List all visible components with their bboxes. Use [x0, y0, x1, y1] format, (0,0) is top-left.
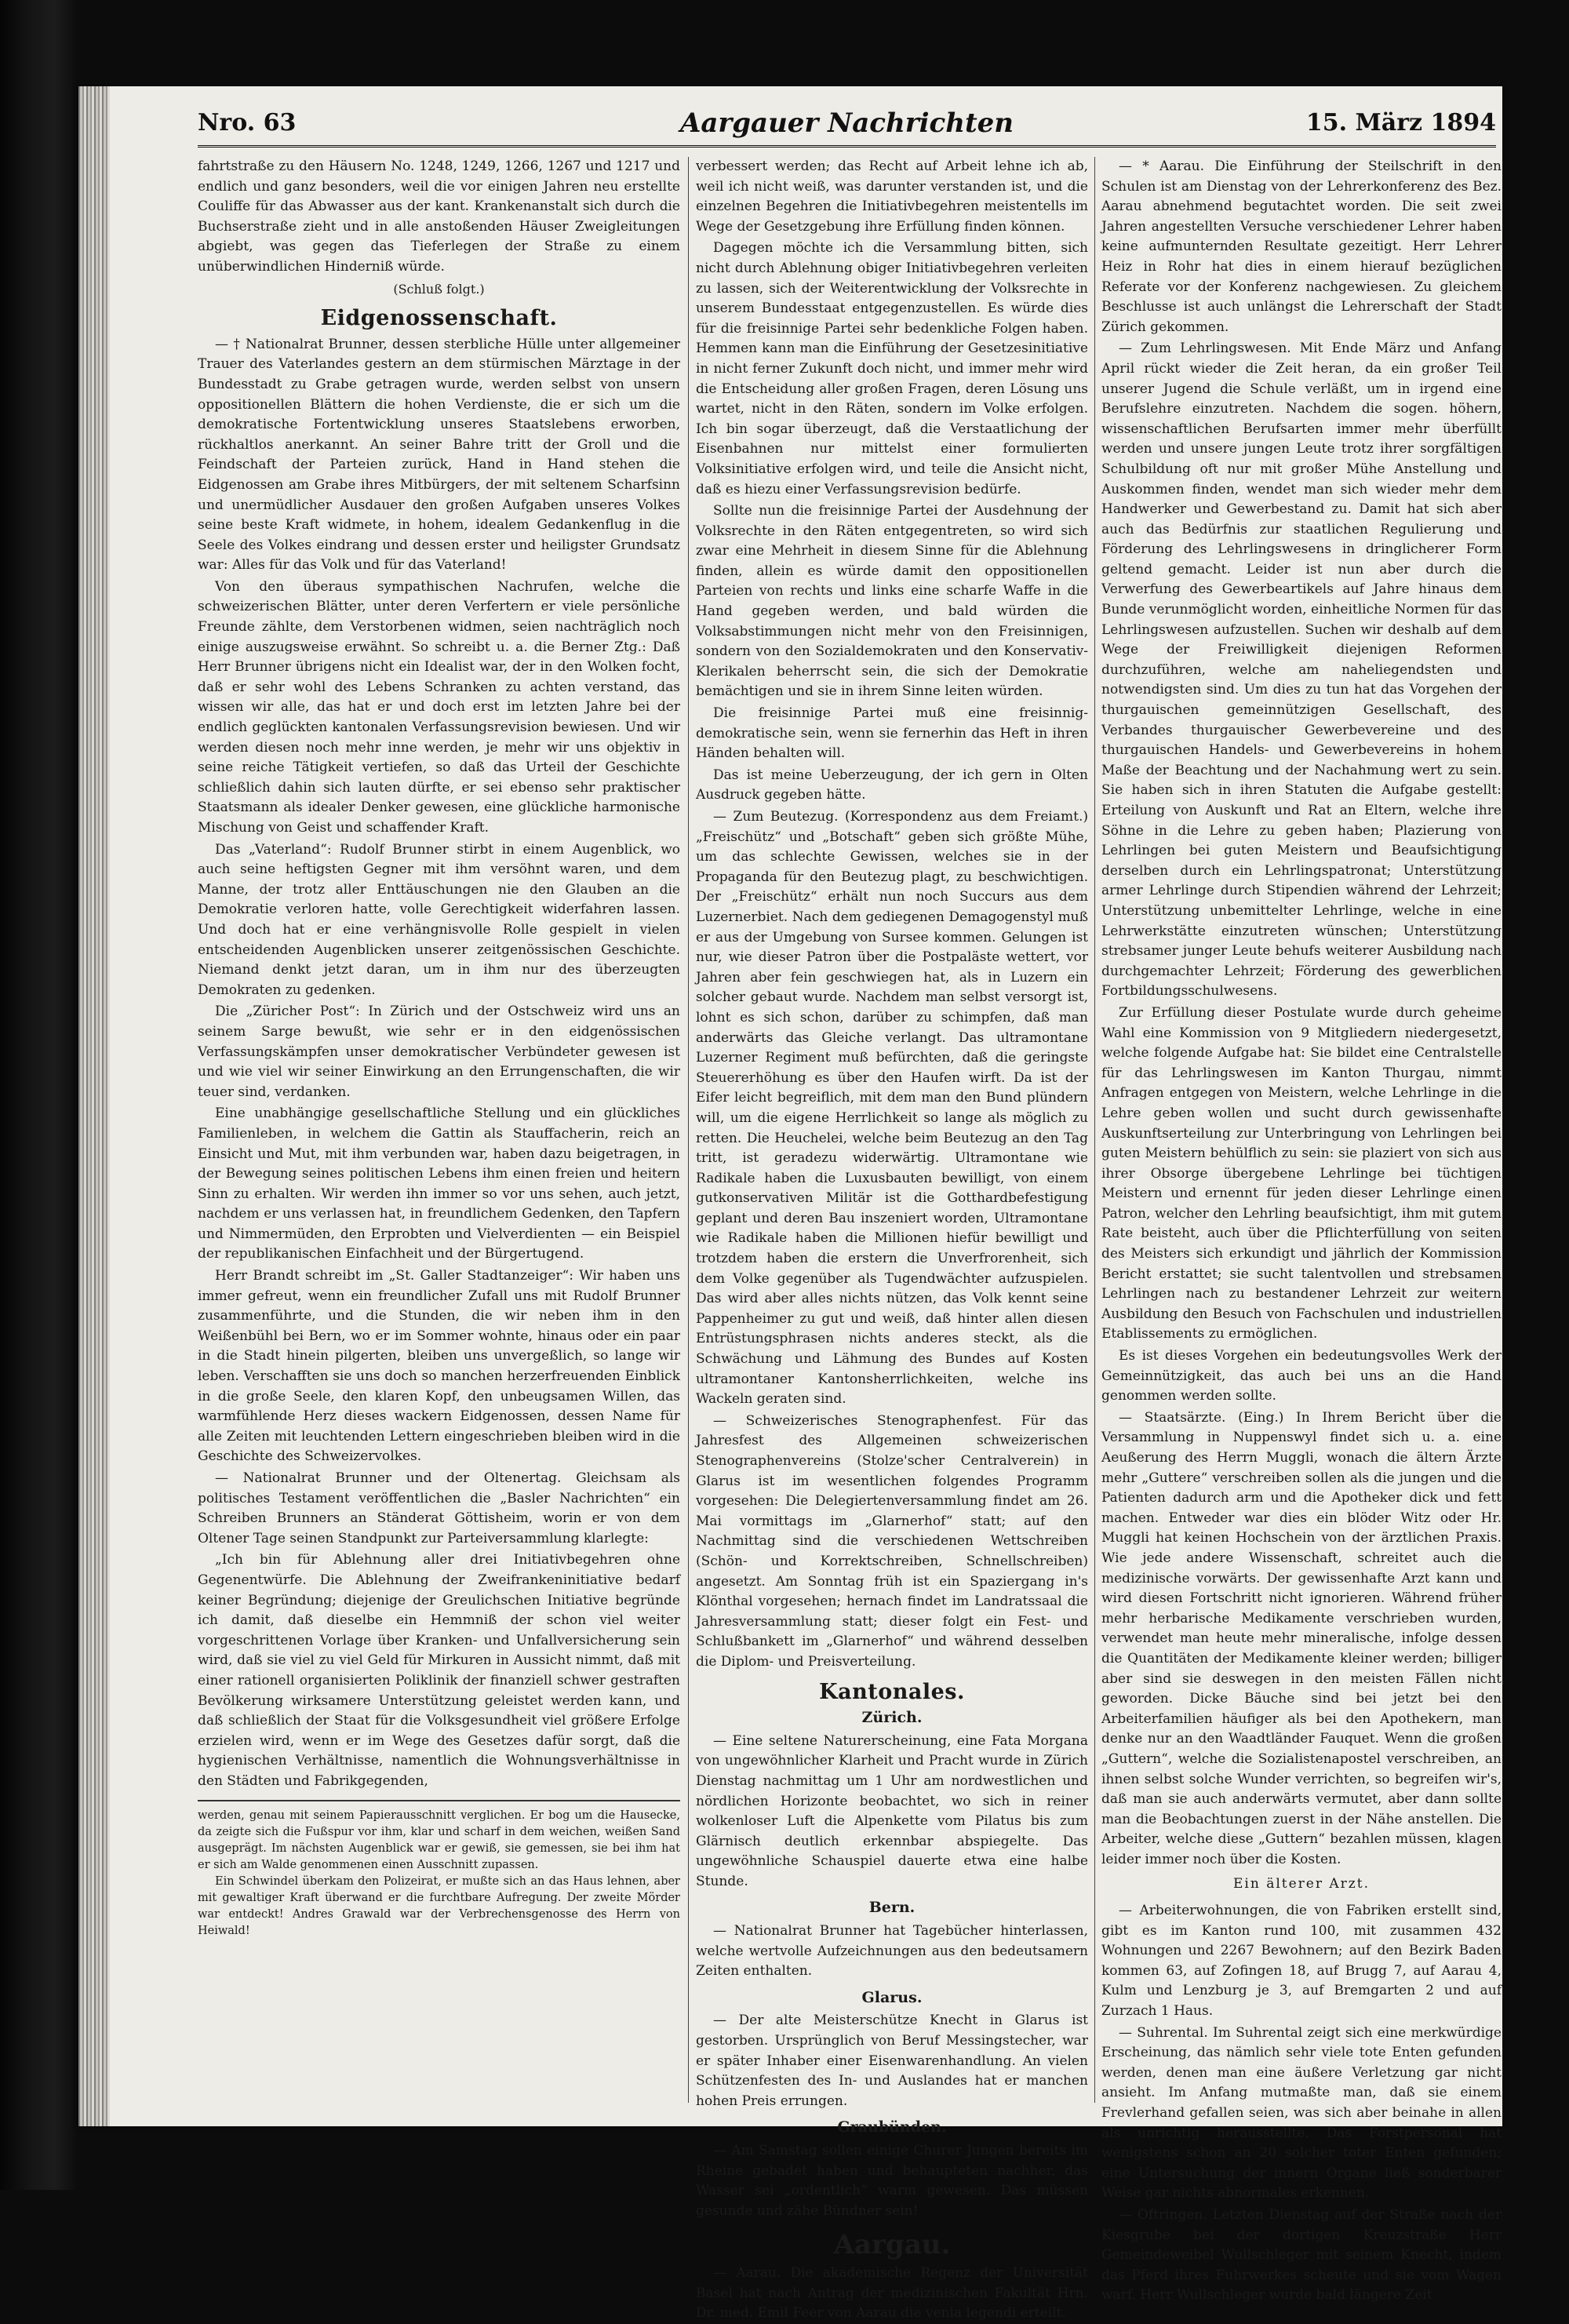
article-text: „Ich bin für Ablehnung aller drei Initiativbegehren ohne Gegenentwürfe. Die Ablehnung der Zweifrankeninitiative bedarf keiner Begründung; diejenige der Greulichschen Initiative begründe ich damit, daß dieselbe ein Hemmniß der schon viel weiter vorgeschrittenen Vorlage über Kranken- und Unfallversicherung sein wird, daß sie viel zu viel Geld für Mirkuren in Aussicht nimmt, daß mit einer rationell organisierten Poliklinik der finanziell schwer gestraften Bevölkerung wirksamere Unterstützung geleistet werden kann, und daß schließlich der Staat für die Volksgesundheit viel größere Erfolge erzielen wird, wenn er im Wege des Gesetzes dafür sorgt, daß die hygienischen Verhältnisse, namentlich die Wohnungsverhältnisse in den Städten und Fabrikgegenden, — [198, 1552, 680, 1789]
section-heading: Eidgenossenschaft. — [320, 306, 558, 331]
article-text: — Nationalrat Brunner hat Tagebücher hinterlassen, welche wertvolle Aufzeichnungen aus den bedeutsamern Zeiten enthalten. — [696, 1923, 1088, 1980]
continuation-note: (Schluß folgt.) — [393, 281, 485, 297]
newspaper-title: Aargauer Nachrichten — [679, 107, 1014, 139]
article-text: — Suhrental. Im Suhrental zeigt sich eine merkwürdige Erscheinung, das nämlich sehr viele tote Enten gefunden werden, denen man eine äußere Verletzung gar nicht ansieht. Im Anfang mutmaßte man, daß sie einem Frevlerhand gefallen seien, was sich aber beinahe in allen als unrichtig herausstellte. Das Forstpersonal hat wenigstens schon an 20 solcher toter Enten gefunden; eine Untersuchung der innern Organe ließ sonderbarer Weise gar nichts abnormales erkennen. — [1101, 2024, 1502, 2202]
article-text: — Der alte Meisterschütze Knecht in Glarus ist gestorben. Ursprünglich von Beruf Messingstecher, war er später Inhaber einer Eisenwarenhandlung. An vielen Schützenfesten des In- und Auslandes hat er manchen hohen Preis errungen. — [696, 2013, 1088, 2109]
issue-number: Nro. 63 — [198, 109, 297, 137]
column-3 — [1101, 157, 1502, 2304]
signature: Ein älterer Arzt. — [1233, 1876, 1370, 1892]
article-text: verbessert werden; das Recht auf Arbeit lehne ich ab, weil ich nicht weiß, was darunter verstanden ist, und die einzelnen Begehren die Initiativbegehren meistentells im Wege der Gesetzgebung ihre Erfüllung finden können. — [696, 158, 1088, 235]
article-text: Zur Erfüllung dieser Postulate wurde durch geheime Wahl eine Kommission von 9 Mitgliedern niedergesetzt, welche folgende Aufgabe hat: Sie bildet eine Centralstelle für das Lehrlingswesen im Kanton Thurgau, nimmt Anfragen entgegen von Meistern, welche Lehrlinge in die Lehre geben wollen und sucht durch gewissenhafte Auskunftserteilung zur Unterbringung von Lehrlingen bei guten Meistern behülflich zu sein: sie plaziert von sich aus ihrer Obsorge übergebene Lehrlinge bei tüchtigen Meistern und ernennt für jeden dieser Lehrlinge einen Patron, welcher den Lehrling beaufsichtigt, ihm mit gutem Rate beisteht, auch über die Pflichterfüllung von seiten des Meisters sich erkundigt und jährlich der Kommission Bericht erstattet; sie sucht talentvollen und strebsamen Lehrlingen nach zu bestandener Lehrzeit zur weitern Ausbildung den Besuch von Fachschulen und industriellen Etablissements zu ermöglichen. — [1101, 1004, 1502, 1342]
article-text: Es ist dieses Vorgehen ein bedeutungsvolles Werk der Gemeinnützigkeit, das auch bei uns an die Hand genommen werden sollte. — [1101, 1348, 1502, 1404]
article-text: — Zum Lehrlingswesen. Mit Ende März und Anfang April rückt wieder die Zeit heran, da ein großer Teil unserer Jugend die Schule verläßt, um in irgend eine Berufslehre einzutreten. Nachdem die sogen. höhern, wissenschaftlichen Berufsarten immer mehr überfüllt werden und unsere jungen Leute trotz ihrer sorgfältigen Schulbildung oft nur mit großer Mühe Anstellung und Auskommen finden, wendet man sich wieder mehr dem Handwerker und Gewerbestand zu. Damit hat sich aber auch das Bedürfnis zur staatlichen Regulierung und Förderung des Lehrlingswesens in dringlicherer Form geltend gemacht. Leider ist nun aber durch die Verwerfung des Gewerbeartikels auf Jahre hinaus dem Bunde verunmöglicht worden, einheitliche Normen für das Lehrlingswesen aufzustellen. Suchen wir deshalb auf dem Wege der Freiwilligkeit diejenigen Reformen durchzuführen, welche am naheliegendsten und notwendigsten sind. Um dies zu tun hat das Vorgehen der thurgauischen gemeinnützigen Gesellschaft, des Verbandes thurgauischer Gewerbevereine und des thurgauischen Handels- und Gewerbevereins in hohem Maße der Beachtung und der Nachahmung wert zu sein. Sie haben sich in ihren Statuten die Aufgabe gestellt: Erteilung von Auskunft und Rat an Eltern, welche ihre Söhne in die Lehre zu geben haben; Plazierung von Lehrlingen bei guten Meistern und Beaufsichtigung derselben durch ein Lehrlingspatronat; Unterstützung armer Lehrlinge durch Stipendien während der Lehrzeit; Unterstützung unbemittelter Lehrlinge, welche in eine Lehrwerkstätte einzutreten wünschen; Unterstützung strebsamer junger Leute behufs weiterer Ausbildung nach durchgemachter Lehrzeit; Förderung des gewerblichen Fortbildungsschulwesens. — [1101, 341, 1502, 1000]
article-text: fahrtstraße zu den Häusern No. 1248, 1249, 1266, 1267 und 1217 und endlich und ganz besonders, weil die vor einigen Jahren neu erstellte Couliffe für das Abwasser aus der kant. Krankenanstalt sich durch die Buchserstraße zieht und in alle anstoßenden Häuser Zweigleitungen abgiebt, was gegen das Tieferlegen der Straße zu einem unüberwindlichen Hinderniß würde. — [198, 158, 680, 275]
column-1 — [198, 157, 680, 2111]
feuilleton-text: werden, genau mit seinem Papierausschnitt verglichen. Er bog um die Hausecke, da zeigte sich die Fußspur vor ihm, klar und scharf in dem weichen, weißen Sand ausgeprägt. Im nächsten Augenblick war er gewiß, sie gemessen, sie bei ihm hat er sich am Walde genommenen einen Ausschnitt zupassen. — [198, 1809, 680, 1871]
page-stack-edge — [78, 86, 110, 2126]
book-binding — [0, 0, 78, 2190]
subsection-heading: Bern. — [868, 1899, 916, 1917]
section-heading: Kantonales. — [819, 1679, 965, 1704]
article-text: — Eine seltene Naturerscheinung, eine Fata Morgana von ungewöhnlicher Klarheit und Pracht wurde in Zürich Dienstag nachmittag um 1 Uhr am nordwestlichen und nördlichen Horizonte beobachtet, wo sich in reiner wolkenloser Luft die Alpenkette vom Pilatus bis zum Glärnisch deutlich erkennbar abspiegelte. Das ungewöhnliche Schauspiel dauerte etwa eine halbe Stunde. — [696, 1732, 1088, 1889]
article-text: — Nationalrat Brunner und der Oltenertag. Gleichsam als politisches Testament veröffentlichen die „Basler Nachrichten“ ein Schreiben Brunners an Ständerat Göttisheim, worin er von dem Oltener Tage seinen Standpunkt zur Parteiversammlung klarlegte: — [198, 1470, 680, 1546]
article-text: Eine unabhängige gesellschaftliche Stellung und ein glückliches Familienleben, in welchem die Gattin als Stauffacherin, reich an Einsicht und Mut, mit ihm verbunden war, haben dazu beigetragen, in der Bewegung seines politischen Lebens ihm einen freien und heitern Sinn zu erhalten. Wir werden ihn immer so vor uns sehen, auch jetzt, nachdem er uns verlassen hat, in freundlichem Gedenken, den Tapfern und Nimmermüden, den Erprobten und Vielverdienten — ein Beispiel der republikanischen Einfachheit und der Bürgertugend. — [198, 1106, 680, 1262]
feuilleton-text: Ein Schwindel überkam den Polizeirat, er mußte sich an das Haus lehnen, aber mit gewaltiger Kraft überwand er die furchtbare Aufregung. Der zweite Mörder war entdeckt! Andres Grawald war der Verbrechensgenosse des Herrn von Heiwald! — [198, 1874, 680, 1937]
article-text: — * Aarau. Die Einführung der Steilschrift in den Schulen ist am Dienstag von der Lehrerkonferenz des Bez. Aarau abnehmend begutachtet worden. Die seit zwei Jahren angestellten Versuche verschiedener Lehrer haben keine aufmunternden Resultate gezeitigt. Herr Lehrer Heiz in Rohr hat dies in einem hierauf bezüglichen Referate vor der Konferenz nachgewiesen. Zu gleichem Beschlusse ist auch unlängst die Lehrerschaft der Stadt Zürich gekommen. — [1101, 158, 1502, 335]
article-text: — Aarau. Die akademische Regenz der Universität Basel hat nach Antrag der medizinischen Fakultät Hrn. Dr. med. Emil Feer von Aarau die venia legendi erteilt. — [696, 2264, 1088, 2322]
column-rule — [688, 157, 689, 2103]
article-text: — Zum Beutezug. (Korrespondenz aus dem Freiamt.) „Freischütz“ und „Botschaft“ geben sich größte Mühe, um das schlechte Gewissen, welches sie in der Propaganda für den Beutezug plagt, zu beschwichtigen. Der „Freischütz“ erhält nun noch Succurs aus dem Luzernerbiet. Nach dem gediegenen Demagogenstyl muß er aus der Umgebung von Sursee kommen. Gelungen ist nur, wie dieser Patron über die Postpaläste wettert, vor Jahren aber fein geschwiegen hat, als in Luzern ein solcher gebaut wurde. Nachdem man selbst versorgt ist, lohnt es sich schon, darüber zu schimpfen, daß man anderwärts das Gleiche verlangt. Das ultramontane Luzerner Regiment muß befürchten, daß die geringste Steuererhöhung es über den Haufen wirft. Da ist der Eifer leicht begreiflich, mit dem man den Bund plündern will, um die eigene Herrlichkeit so lange als möglich zu retten. Die Heuchelei, welche beim Beutezug an den Tag tritt, ist geradezu widerwärtig. Ultramontane wie Radikale haben die Luxusbauten bewilligt, von einem gutkonservativen Militär ist die Gotthardbefestigung geplant und deren Bau inszeniert worden, Ultramontane wie Radikale haben die Millionen hiefür bewilligt und trotzdem haben die erstern die Unverfrorenheit, sich dem Volke gegenüber als Tugendwächter aufzuspielen. Das wird aber alles nichts nützen, das Volk kennt seine Pappenheimer zu gut und weiß, daß hinter allen diesen Entrüstungsphrasen nichts anderes steckt, als die Schwächung und Lähmung des Bundes auf Kosten ultramontaner Kantonsherrlichkeiten, welche ins Wackeln geraten sind. — [696, 809, 1088, 1408]
article-text: Sollte nun die freisinnige Partei der Ausdehnung der Volksrechte in den Räten entgegentreten, so wird sich zwar eine Mehrheit in diesem Sinne für die Ablehnung finden, allein es würde damit den oppositionellen Parteien von rechts und links eine scharfe Waffe in die Hand gegeben werden, und bald würden die Volksabstimmungen nicht mehr von den Freisinnigen, sondern von den Sozialdemokraten und den Konservativ-Klerikalen beherrscht sein, die sich der Demokratie bemächtigen und sie in ihrem Sinne leiten würden. — [696, 503, 1088, 700]
article-text: Herr Brandt schreibt im „St. Galler Stadtanzeiger“: Wir haben uns immer gefreut, wenn ein freundlicher Zufall uns mit Rudolf Brunner zusammenführte, und die Stunden, die wir neben ihm in den Weißenbühl bei Bern, wo er im Sommer wohnte, hinaus oder ein paar in die Stadt hinein pilgerten, bleiben uns unvergeßlich, so lange wir leben. Verschafften sie uns doch so manchen herzerfreuenden Einblick in die große Seele, den klaren Kopf, den unbeugsamen Willen, das warmfühlende Herz dieses wackern Eidgenossen, dessen Name für alle Zeiten mit leuchtenden Lettern eingeschrieben bleiben wird in die Geschichte des Schweizervolkes. — [198, 1268, 680, 1465]
article-text: — Staatsärzte. (Eing.) In Ihrem Bericht über die Versammlung in Nuppenswyl findet sich u. a. eine Aeußerung des Herrn Muggli, wonach die ältern Ärzte mehr „Guttere“ verschreiben sollen als die jungen und die Patienten dadurch arm und die Apotheker dick und fett machen. Entweder war dies ein blöder Witz oder Hr. Muggli hat keinen Hochschein von der ärztlichen Praxis. Wie jede andere Wissenschaft, schreitet auch die medizinische vorwärts. Der gewissenhafte Arzt kann und wird diesen Fortschritt nicht ignorieren. Während früher mehr herbarische Medikamente verschrieben wurden, verwendet man heute mehr mineralische, infolge dessen die Quantitäten der Medikamente kleiner werden; billiger aber sind sie deswegen in den meisten Fällen nicht geworden. Dicke Bäuche sind bei jetzt bei den Arbeiterfamilien häufiger als bei den Apothekern, man denke nur an den Waadtländer Fauquet. Wenn die großen „Guttern“, welche die Sozialistenapostel verschreiben, an ihnen selbst solche Wunder verrichten, so begreifen wir's, daß man sie auch anderwärts vermutet, aber dann sollte man die Beobachtungen zuerst in der Nähe anstellen. Die Arbeiter, welche diese „Guttern“ bezahlen müssen, klagen leider immer noch über die Kosten. — [1101, 1409, 1502, 1867]
article-text: Dagegen möchte ich die Versammlung bitten, sich nicht durch Ablehnung obiger Initiativbegehren verleiten zu lassen, sich der Weiterentwicklung der Volksrechte in unserem Bundesstaat entgegenzustellen. Es würde dies für die freisinnige Partei sehr bedenkliche Folgen haben. Hemmen kann man die Einführung der Gesetzesinitiative in nicht ferner Zukunft doch nicht, und immer mehr wird die Entscheidung aller großen Fragen, deren Lösung uns wartet, nicht in den Räten, sondern im Volke erfolgen. Ich bin sogar überzeugt, daß die Verstaatlichung der Eisenbahnen nur mittelst einer formulierten Volksinitiative erfolgen wird, und teile die Ansicht nicht, daß es hiezu einer Verfassungsrevision bedürfe. — [696, 240, 1088, 497]
article-text: Das ist meine Ueberzeugung, der ich gern in Olten Ausdruck gegeben hätte. — [696, 767, 1088, 803]
article-text: — Arbeiterwohnungen, die von Fabriken erstellt sind, gibt es im Kanton rund 100, mit zusammen 432 Wohnungen und 2267 Bewohnern; auf den Bezirk Baden kommen 63, auf Zofingen 18, auf Brugg 7, auf Aarau 4, Kulm und Lenzburg je 3, auf Bremgarten 2 und auf Zurzach 1 Haus. — [1101, 1903, 1502, 2020]
subsection-heading: Graubünden. — [837, 2118, 947, 2136]
section-heading: Aargau. — [833, 2229, 951, 2261]
article-text: — † Nationalrat Brunner, dessen sterbliche Hülle unter allgemeiner Trauer des Vaterlandes gestern an dem stürmischen Märztage in der Bundesstadt zu Grabe getragen wurde, werden selbst von unsern oppositionellen Blättern die hohen Verdienste, die er sich um die demokratische Fortentwicklung unseres Staatslebens erworben, rückhaltlos anerkannt. An seiner Bahre tritt der Groll und die Feindschaft der Parteien zurück, Hand in Hand stehen die Eidgenossen am Grabe ihres Mitbürgers, der mit seltenem Scharfsinn und unermüdlicher Ausdauer den großen Aufgaben unseres Volkes seine beste Kraft widmete, in hohem, idealem Gedankenflug in die Seele des Volkes eindrang und dessen erster und heiligster Grundsatz war: Alles für das Volk und für das Vaterland! — [198, 336, 680, 574]
article-text: Das „Vaterland“: Rudolf Brunner stirbt in einem Augenblick, wo auch seine heftigsten Gegner mit ihm versöhnt waren, und dem Manne, der trotz aller Enttäuschungen nie den Glauben an die Demokratie verloren hatte, volle Gerechtigkeit widerfahren lassen. Und doch hat er eine verhängnisvolle Rolle gespielt in vielen entscheidenden Augenblicken unserer zeitgenössischen Geschichte. Niemand denkt jetzt daran, um in ihm nur des überzeugten Demokraten zu gedenken. — [198, 841, 680, 998]
article-text: Die freisinnige Partei muß eine freisinnig-demokratische sein, wenn sie fernerhin das Heft in ihren Händen behalten will. — [696, 705, 1088, 762]
article-text: Von den überaus sympathischen Nachrufen, welche die schweizerischen Blätter, unter deren Verfertern er viele persönliche Freunde zählte, dem Verstorbenen widmen, seien nachträglich noch einige auszugsweise erwähnt. So schreibt u. a. die Berner Ztg.: Daß Herr Brunner übrigens nicht ein Idealist war, der in den Wolken focht, daß er sehr wohl des Lebens Schranken zu achten verstand, das wissen wir alle, das hat er und doch erst im letzten Jahre bei der endlich geglückten kantonalen Verfassungsrevision bewiesen. Und wir werden diesen noch mehr inne werden, je mehr wir uns objektiv in seine reiche Tätigkeit vertiefen, so daß das Urteil der Geschichte schließlich dahin sich lauten dürfte, er sei ebenso sehr praktischer Staatsmann als idealer Denker gewesen, eine glückliche harmonische Mischung von Geist und schaffender Kraft. — [198, 578, 680, 836]
subsection-heading: Glarus. — [861, 1988, 923, 2006]
page-header — [198, 106, 1496, 148]
article-text: — Schweizerisches Stenographenfest. Für das Jahresfest des Allgemeinen schweizerischen Stenographenvereins (Stolze'scher Centralverein) in Glarus ist im wesentlichen folgendes Programm vorgesehen: Die Delegiertenversammlung findet am 26. Mai vormittags im „Glarnerhof“ statt; auf den Nachmittag sind die verschiedenen Wettschreiben (Schön- und Korrektschreiben, Schnellschreiben) angesetzt. Am Sonntag früh ist ein Spaziergang in's Klönthal vorgesehen; hernach findet im Landratssaal die Jahresversammlung statt; dieser folgt ein Fest- und Schlußbankett im „Glarnerhof“ und während desselben die Diplom- und Preisverteilung. — [696, 1412, 1088, 1670]
article-text: — Am Samstag sollen einige Churer Jungen bereits im Rheine gebadet haben und behaupteten nachher, das Wasser sei „ordentlich“ warm gewesen. Das müssen gesunde und zähe Bündner sein! — [696, 2143, 1088, 2219]
feuilleton-rule — [198, 1800, 680, 1801]
article-text: Die „Züricher Post“: In Zürich und der Ostschweiz wird uns an seinem Sarge bewußt, wie sehr er in den eidgenössischen Verfassungskämpfen unser demokratischer Verbündeter gewesen ist und wie viel wir seiner Einwirkung an den Errungenschaften, die wir teuer sind, verdanken. — [198, 1004, 680, 1100]
column-rule — [1094, 157, 1095, 2103]
issue-date: 15. März 1894 — [1305, 109, 1496, 137]
column-2 — [696, 157, 1088, 2322]
subsection-heading: Zürich. — [861, 1709, 923, 1727]
article-text: — Oftringen. Letzten Dienstag auf der Straße nach der Kiesgrube bei der dortigen Kreuzstraße Herr Gemeindeweibel Wullschleger mit seinem Knecht, indem das Pferd ihres Fuhrwerkes scheute und sie vom Wagen warf. Herr Wullschleger wurde bald längere Zeit — [1101, 2206, 1502, 2304]
